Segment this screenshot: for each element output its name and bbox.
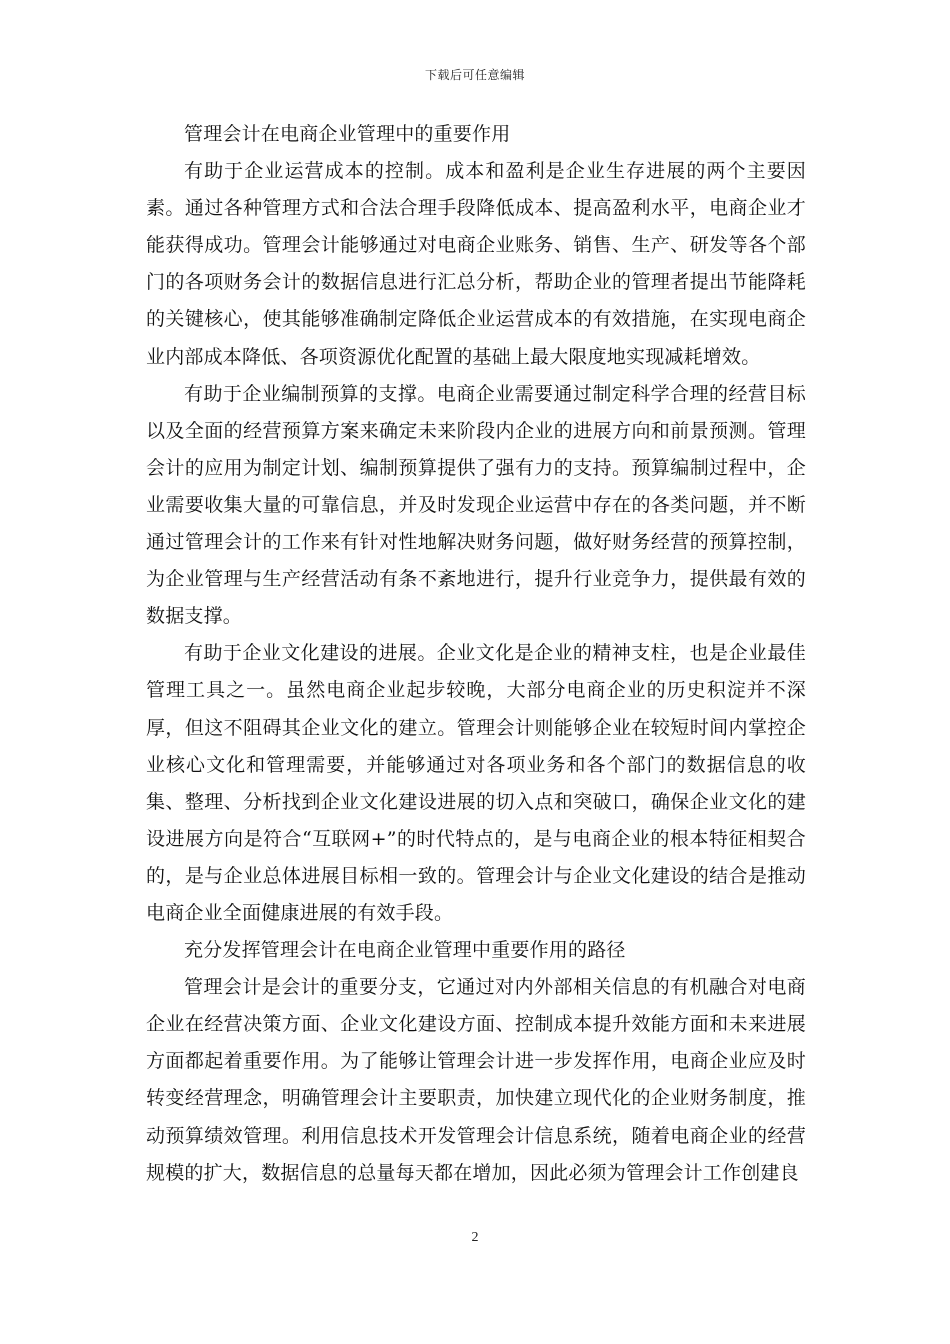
section-heading: 充分发挥管理会计在电商企业管理中重要作用的路径 xyxy=(184,939,626,962)
paragraph: 有助于企业文化建设的进展。企业文化是企业的精神支柱，也是企业最佳管理工具之一。虽然电商企业起步较晚，大部分电商企业的历史积淀并不深厚，但这不阻碍其企业文化的建立。管理会计则能够企业在较短时间内掌控企业核心文化和管理需要，并能够通过对各项业务和各个部门的数据信息的收集、整理、分析找到企业文化建设进展的切入点和突破口，确保企业文化的建设进展方向是符合“互联网+”的时代特点的，是与电商企业的根本特征相契合的，是与企业总体进展目标相一致的。管理会计与企业文化建设的结合是推动电商企业全面健康进展的有效手段。 xyxy=(146,642,806,924)
page-header: 下载后可任意编辑 xyxy=(424,68,525,82)
page-number: 2 xyxy=(471,1230,479,1245)
section-heading: 管理会计在电商企业管理中的重要作用 xyxy=(184,123,511,145)
paragraph: 有助于企业编制预算的支撑。电商企业需要通过制定科学合理的经营目标以及全面的经营预算方案来确定未来阶段内企业的进展方向和前景预测。管理会计的应用为制定计划、编制预算提供了强有力的支持。预算编制过程中，企业需要收集大量的可靠信息，并及时发现企业运营中存在的各类问题，并不断通过管理会计的工作来有针对性地解决财务问题，做好财务经营的预算控制，为企业管理与生产经营活动有条不紊地进行，提升行业竞争力，提供最有效的数据支撑。 xyxy=(146,382,806,628)
paragraph: 管理会计是会计的重要分支，它通过对内外部相关信息的有机融合对电商企业在经营决策方面、企业文化建设方面、控制成本提升效能方面和未来进展方面都起着重要作用。为了能够让管理会计进一步发挥作用，电商企业应及时转变经营理念，明确管理会计主要职责，加快建立现代化的企业财务制度，推动预算绩效管理。利用信息技术开发管理会计信息系统，随着电商企业的经营规模的扩大，数据信息的总量每天都在增加，因此必须为管理会计工作创建良 xyxy=(146,976,806,1184)
paragraph: 有助于企业运营成本的控制。成本和盈利是企业生存进展的两个主要因素。通过各种管理方式和合法合理手段降低成本、提高盈利水平，电商企业才能获得成功。管理会计能够通过对电商企业账务、销售、生产、研发等各个部门的各项财务会计的数据信息进行汇总分析，帮助企业的管理者提出节能降耗的关键核心，使其能够准确制定降低企业运营成本的有效措施，在实现电商企业内部成本降低、各项资源优化配置的基础上最大限度地实现减耗增效。 xyxy=(146,160,806,368)
document-body xyxy=(146,116,806,1192)
